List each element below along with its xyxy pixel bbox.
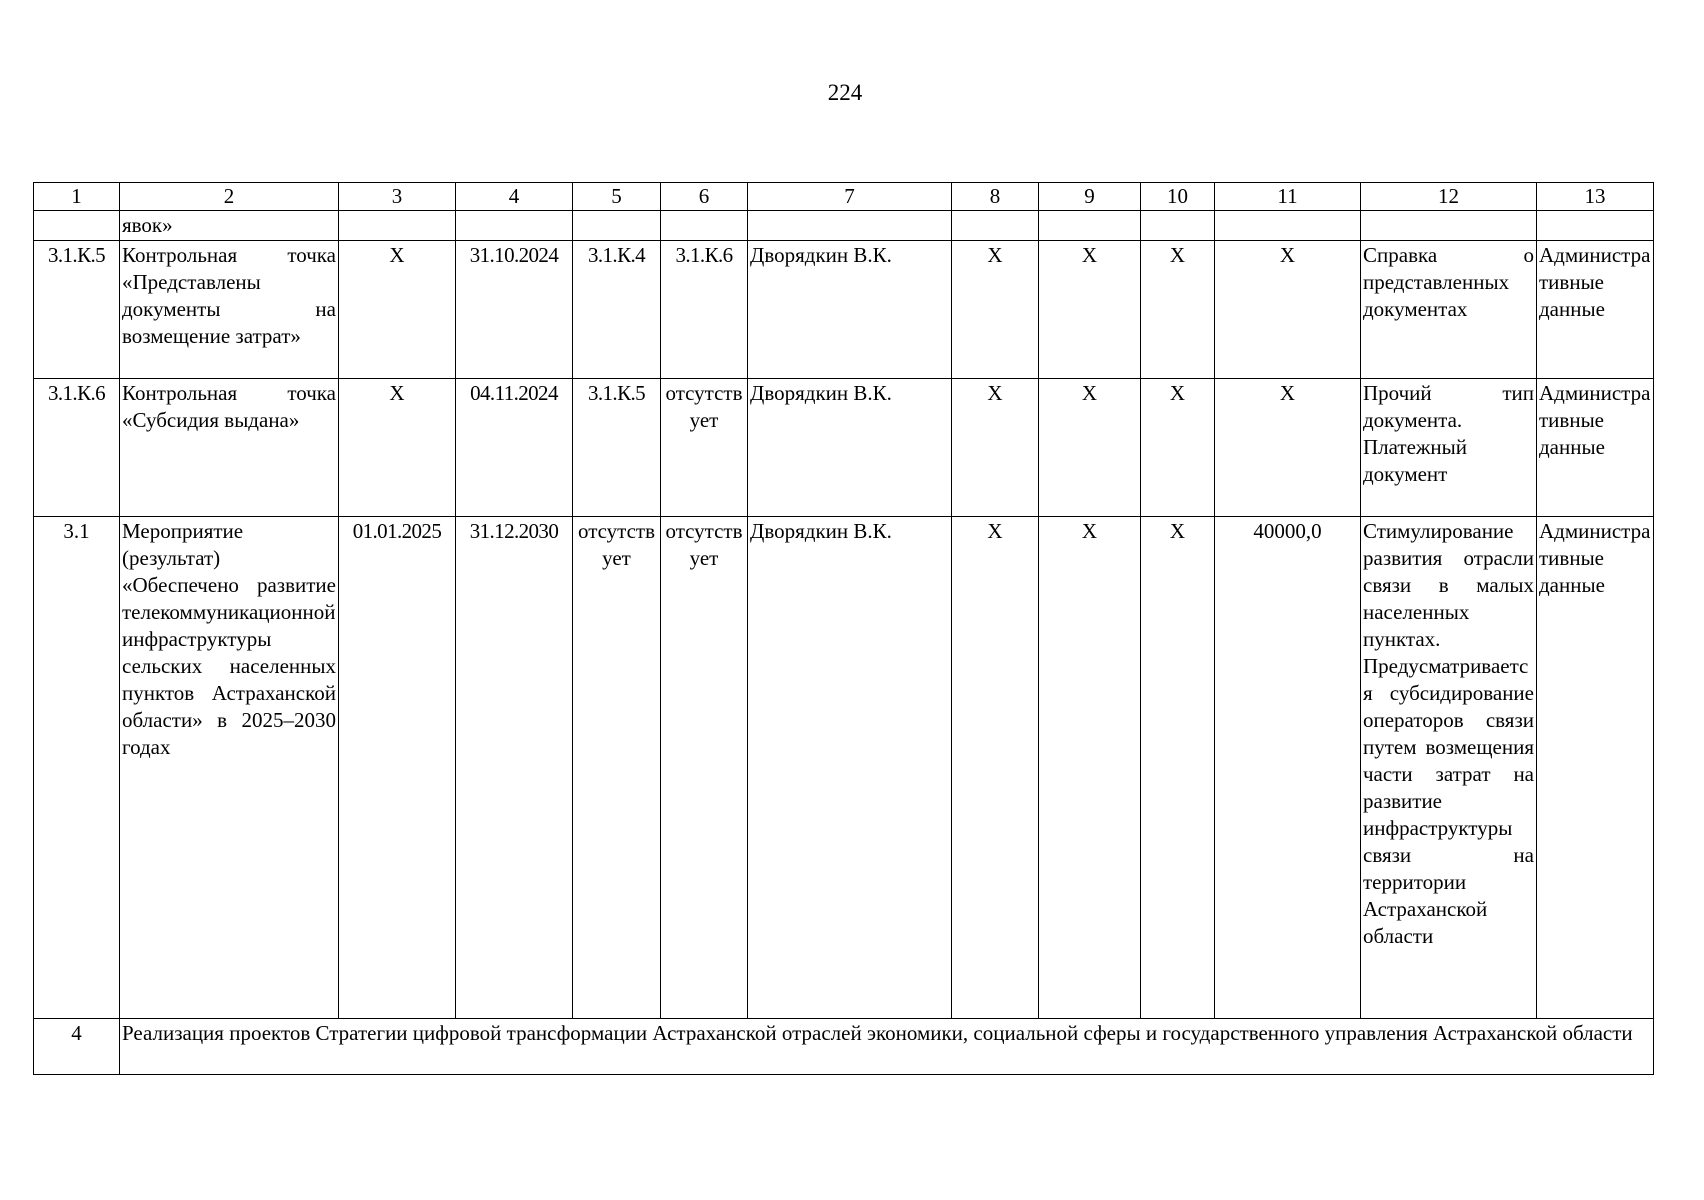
column-number: 9 (1039, 183, 1141, 211)
table-cell (1141, 211, 1215, 241)
data-source: Административные данные (1537, 517, 1654, 1019)
column-number: 2 (120, 183, 339, 211)
table-cell: Х (1039, 379, 1141, 517)
table-cell: Х (952, 517, 1039, 1019)
table-row (34, 517, 1654, 1019)
item-name: Мероприятие (результат) «Обеспечено развитие телекоммуникационной инфраструктуры сельских населенных пунктов Астраханской области» в 2025–2030 годах (120, 517, 339, 1019)
predecessor: 3.1.К.5 (573, 379, 661, 517)
page-number: 224 (827, 80, 863, 105)
column-number: 3 (339, 183, 456, 211)
start-date: 01.01.2025 (339, 517, 456, 1019)
document-type: Справка о представленных документах (1361, 241, 1537, 379)
data-source: Административные данные (1537, 241, 1654, 379)
column-number: 11 (1215, 183, 1361, 211)
table-cell: Х (952, 241, 1039, 379)
table-cell: Х (1141, 379, 1215, 517)
column-number: 7 (748, 183, 952, 211)
start-date: Х (339, 241, 456, 379)
section-title: Реализация проектов Стратегии цифровой трансформации Астраханской отраслей экономики, социальной сферы и государственного управления Астраханской области (120, 1019, 1654, 1075)
table-cell: Х (1141, 241, 1215, 379)
table-cell (339, 211, 456, 241)
table-cell (952, 211, 1039, 241)
responsible: Дворядкин В.К. (748, 241, 952, 379)
table-cell: Х (1141, 517, 1215, 1019)
row-number: 3.1 (34, 517, 120, 1019)
table-cell: Х (1039, 241, 1141, 379)
amount: Х (1215, 379, 1361, 517)
document-type: Стимулирование развития отрасли связи в малых населенных пунктах. Предусматривается субсидирование операторов связи путем возмещения части затрат на развитие инфраструктуры связи на территории Астраханской области (1361, 517, 1537, 1019)
section-row (34, 1019, 1654, 1075)
row-number: 3.1.К.6 (34, 379, 120, 517)
document-type: Прочий тип документа. Платежный документ (1361, 379, 1537, 517)
column-number: 1 (34, 183, 120, 211)
table-cell (34, 211, 120, 241)
table-cell (748, 211, 952, 241)
table-cell (456, 211, 573, 241)
amount: 40000,0 (1215, 517, 1361, 1019)
column-number: 10 (1141, 183, 1215, 211)
table-cell (1039, 211, 1141, 241)
table-cell (661, 211, 748, 241)
successor: отсутствует (661, 379, 748, 517)
item-name: Контрольная точка «Субсидия выдана» (120, 379, 339, 517)
data-source: Административные данные (1537, 379, 1654, 517)
row-number: 3.1.К.5 (34, 241, 120, 379)
end-date: 31.10.2024 (456, 241, 573, 379)
amount: Х (1215, 241, 1361, 379)
table-cell (1537, 211, 1654, 241)
responsible: Дворядкин В.К. (748, 517, 952, 1019)
table-cell: Х (1039, 517, 1141, 1019)
document-table (33, 182, 1654, 1075)
column-number: 13 (1537, 183, 1654, 211)
responsible: Дворядкин В.К. (748, 379, 952, 517)
section-number: 4 (34, 1019, 120, 1075)
successor: 3.1.К.6 (661, 241, 748, 379)
continuation-row (34, 211, 1654, 241)
table-cell (573, 211, 661, 241)
column-number-row (34, 183, 1654, 211)
table-row (34, 379, 1654, 517)
end-date: 04.11.2024 (456, 379, 573, 517)
column-number: 5 (573, 183, 661, 211)
predecessor: отсутствует (573, 517, 661, 1019)
end-date: 31.12.2030 (456, 517, 573, 1019)
column-number: 8 (952, 183, 1039, 211)
table-cell (1361, 211, 1537, 241)
table-cell (1215, 211, 1361, 241)
column-number: 6 (661, 183, 748, 211)
start-date: Х (339, 379, 456, 517)
column-number: 12 (1361, 183, 1537, 211)
successor: отсутствует (661, 517, 748, 1019)
column-number: 4 (456, 183, 573, 211)
table-row (34, 241, 1654, 379)
predecessor: 3.1.К.4 (573, 241, 661, 379)
table-cell: Х (952, 379, 1039, 517)
table-cell-name: явок» (120, 211, 339, 241)
item-name: Контрольная точка «Представлены документы на возмещение затрат» (120, 241, 339, 379)
